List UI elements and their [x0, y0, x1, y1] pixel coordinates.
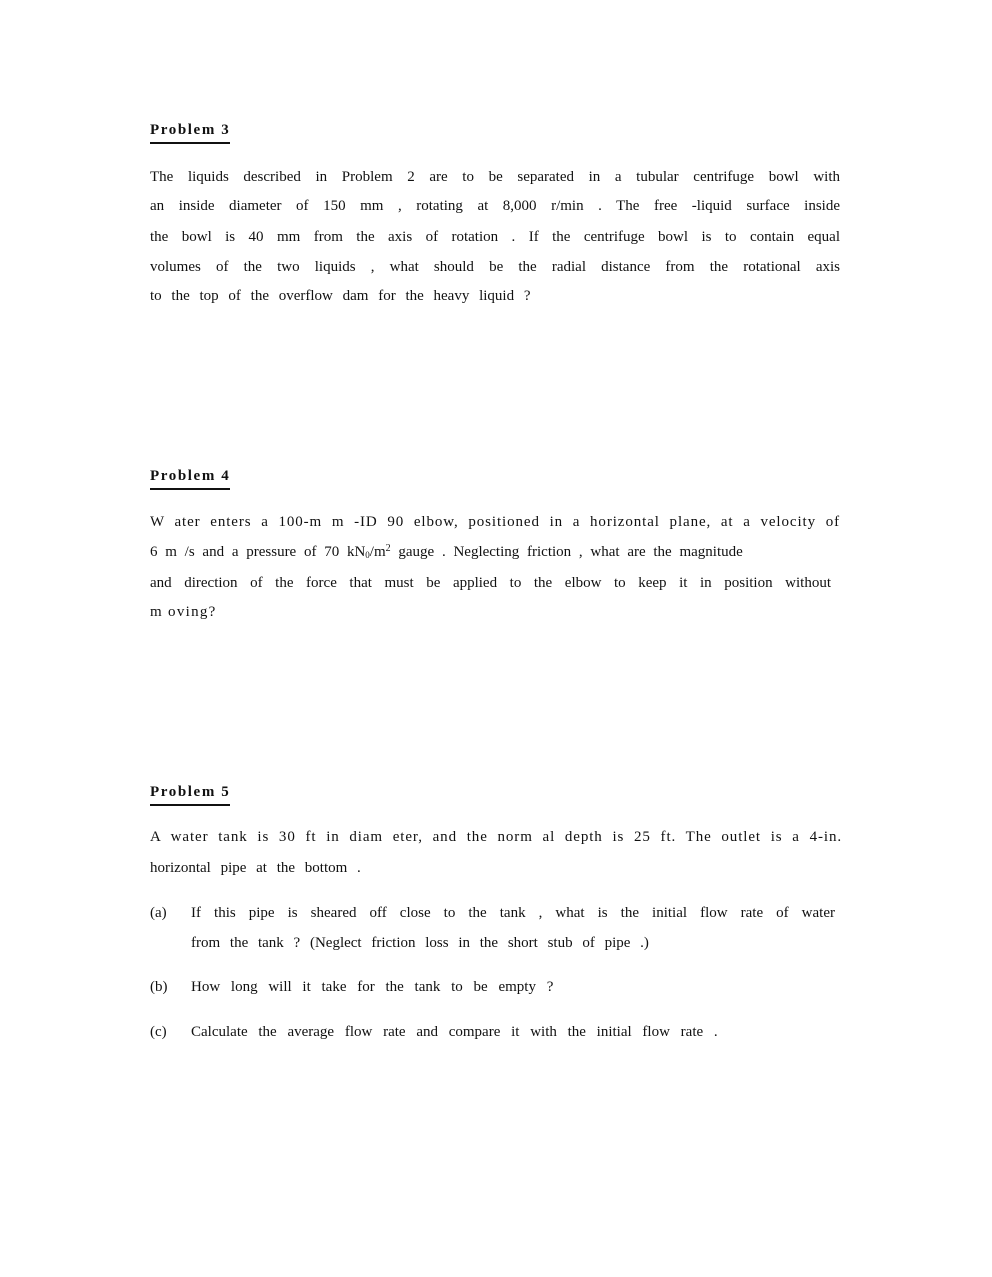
- problem-3-line-5: to the top of the overflow dam for the heavy liquid ?: [150, 288, 531, 304]
- problem-5-intro-line-1: A water tank is 30 ft in diam eter, and the norm al depth is 25 ft. The outlet is a 4-in.: [150, 829, 842, 845]
- item-b-label: (b): [150, 979, 168, 995]
- problem-4-line-1: W ater enters a 100-m m -ID 90 elbow, positioned in a horizontal plane, at a velocity of: [150, 514, 840, 530]
- problem-3-line-2: an inside diameter of 150 mm , rotating at 8,000 r/min . The free -liquid surface inside: [150, 198, 840, 214]
- problem-4-line-3: and direction of the force that must be applied to the elbow to keep it in position without: [150, 575, 831, 591]
- problem-3-heading: Problem 3: [150, 122, 230, 144]
- problem-5-heading: Problem 5: [150, 784, 230, 806]
- problem-5-intro-line-2: horizontal pipe at the bottom .: [150, 860, 361, 876]
- problem-4-superscript: 2: [385, 543, 391, 554]
- item-a-label: (a): [150, 905, 167, 921]
- problem-4-line-2-start: 6 m /s and a pressure of 70 kN: [150, 544, 366, 560]
- item-a-line-2: from the tank ? (Neglect friction loss in the short stub of pipe .): [191, 935, 649, 951]
- problem-4-line-4: m oving?: [150, 604, 217, 620]
- problem-3-line-3: the bowl is 40 mm from the axis of rotation . If the centrifuge bowl is to contain equal: [150, 229, 840, 245]
- problem-4-line-2: [150, 543, 828, 561]
- problem-3-line-4: volumes of the two liquids , what should be the radial distance from the rotational axis: [150, 259, 840, 275]
- problem-4-heading: Problem 4: [150, 468, 230, 490]
- item-c-line-1: Calculate the average flow rate and compare it with the initial flow rate .: [191, 1024, 718, 1040]
- item-b-line-1: How long will it take for the tank to be empty ?: [191, 979, 554, 995]
- problem-4-line-2-end: gauge . Neglecting friction , what are the magnitude: [390, 544, 743, 560]
- item-a-line-1: If this pipe is sheared off close to the tank , what is the initial flow rate of water: [191, 905, 835, 921]
- problem-3-line-1: The liquids described in Problem 2 are to be separated in a tubular centrifuge bowl with: [150, 169, 840, 185]
- problem-4-unit: /m: [369, 544, 386, 560]
- problem-4-subscript: 0: [365, 550, 370, 560]
- item-c-label: (c): [150, 1024, 167, 1040]
